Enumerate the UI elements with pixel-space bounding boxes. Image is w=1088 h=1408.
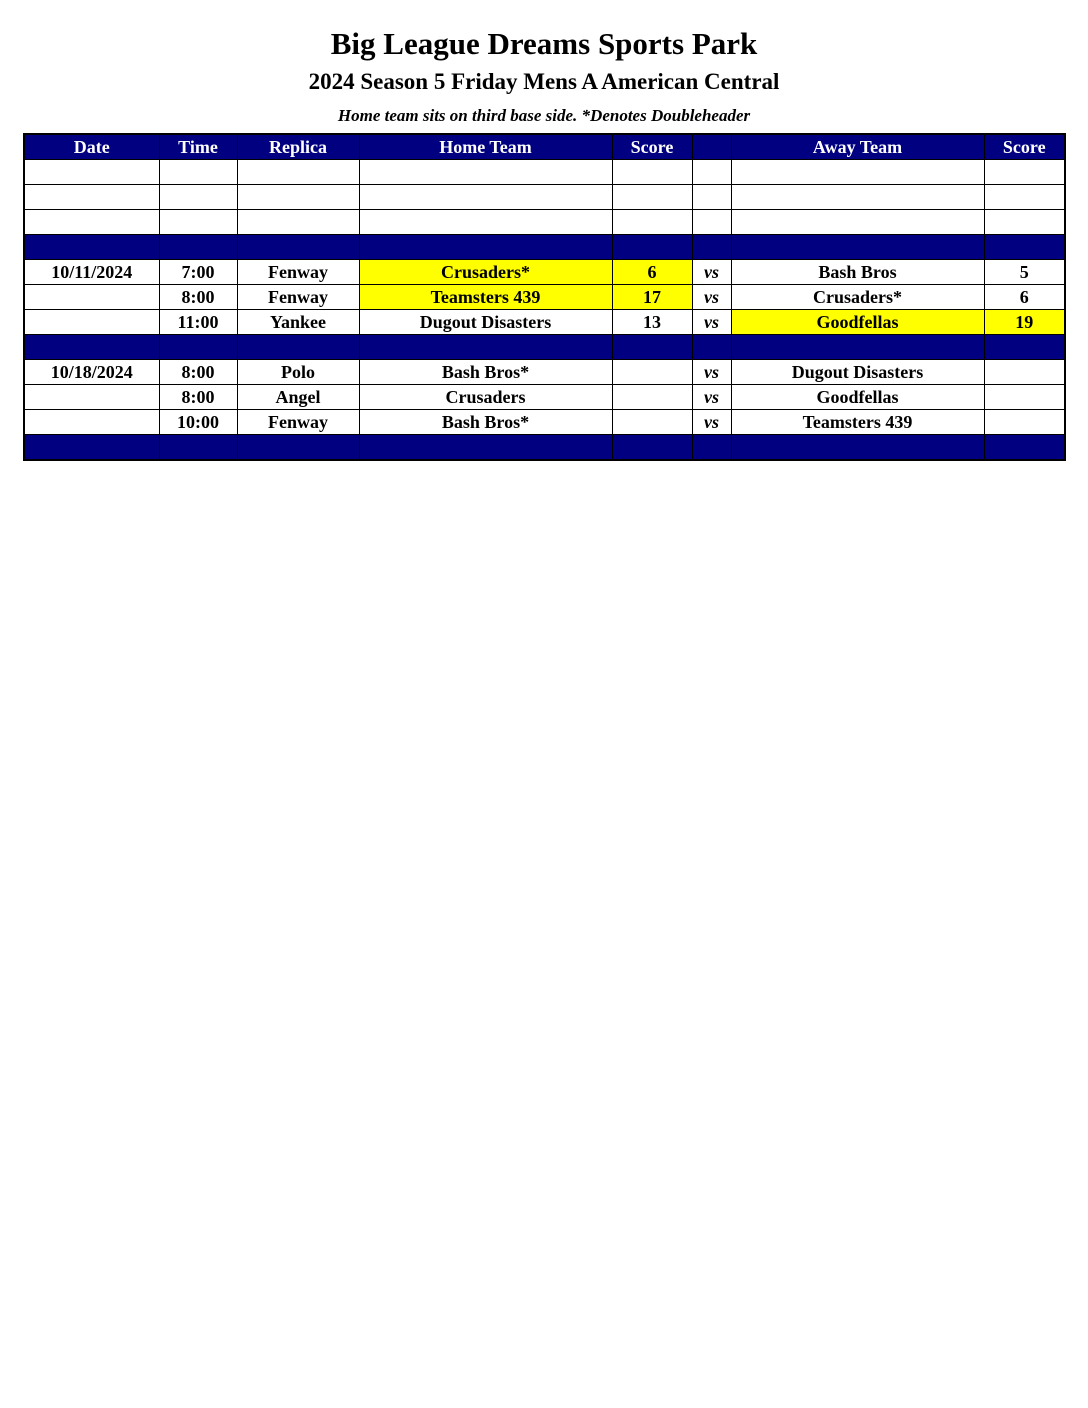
away-score-cell [984, 410, 1065, 435]
vs-label: vs [692, 410, 731, 435]
replica-cell: Yankee [237, 310, 359, 335]
divider-cell [731, 335, 984, 360]
replica-cell [237, 185, 359, 210]
date-cell [24, 210, 159, 235]
divider-cell [24, 435, 159, 461]
away-score-cell [984, 160, 1065, 185]
table-row [24, 210, 1065, 235]
away-team-cell [731, 185, 984, 210]
time-cell: 8:00 [159, 360, 237, 385]
schedule-table [23, 133, 1066, 461]
divider-cell [237, 335, 359, 360]
replica-cell: Fenway [237, 410, 359, 435]
divider-cell [612, 335, 692, 360]
replica-cell: Angel [237, 385, 359, 410]
divider-cell [159, 335, 237, 360]
table-row [24, 160, 1065, 185]
vs-label: vs [692, 260, 731, 285]
home-score-cell [612, 385, 692, 410]
replica-cell: Fenway [237, 285, 359, 310]
home-score-cell: 17 [612, 285, 692, 310]
away-score-cell [984, 385, 1065, 410]
page-title: Big League Dreams Sports Park [330, 26, 758, 61]
home-team-cell: Bash Bros* [359, 360, 612, 385]
divider-cell [359, 235, 612, 260]
vs-label: vs [692, 285, 731, 310]
table-row [24, 185, 1065, 210]
home-team-cell: Bash Bros* [359, 410, 612, 435]
table-row [24, 260, 1065, 285]
away-team-cell: Crusaders* [731, 285, 984, 310]
column-header-date: Date [24, 134, 159, 160]
divider-cell [612, 235, 692, 260]
away-team-cell: Goodfellas [731, 310, 984, 335]
column-header-home-score: Score [612, 134, 692, 160]
divider-cell [237, 235, 359, 260]
time-cell [159, 210, 237, 235]
time-cell [159, 185, 237, 210]
replica-cell: Polo [237, 360, 359, 385]
date-cell [24, 285, 159, 310]
away-score-cell [984, 185, 1065, 210]
divider-cell [24, 235, 159, 260]
column-header-vs [692, 134, 731, 160]
vs-label: vs [692, 385, 731, 410]
divider-cell [731, 435, 984, 461]
away-team-cell: Goodfellas [731, 385, 984, 410]
away-score-cell: 5 [984, 260, 1065, 285]
schedule-note: Home team sits on third base side. *Denotes Doubleheader [337, 106, 751, 125]
replica-cell [237, 210, 359, 235]
away-score-cell [984, 210, 1065, 235]
home-score-cell [612, 160, 692, 185]
table-row [24, 410, 1065, 435]
home-team-cell [359, 210, 612, 235]
date-cell [24, 160, 159, 185]
section-divider-row [24, 435, 1065, 461]
time-cell: 11:00 [159, 310, 237, 335]
home-score-cell [612, 185, 692, 210]
column-header-away-team: Away Team [731, 134, 984, 160]
date-cell [24, 185, 159, 210]
table-row [24, 360, 1065, 385]
home-team-cell: Dugout Disasters [359, 310, 612, 335]
time-cell: 8:00 [159, 385, 237, 410]
time-cell: 10:00 [159, 410, 237, 435]
table-row [24, 285, 1065, 310]
date-cell: 10/18/2024 [24, 360, 159, 385]
home-team-cell: Teamsters 439 [359, 285, 612, 310]
home-score-cell: 6 [612, 260, 692, 285]
date-cell [24, 310, 159, 335]
divider-cell [159, 435, 237, 461]
away-score-cell [984, 360, 1065, 385]
divider-cell [159, 235, 237, 260]
table-header-row [24, 134, 1065, 160]
divider-cell [692, 335, 731, 360]
home-team-cell [359, 185, 612, 210]
column-header-home-team: Home Team [359, 134, 612, 160]
section-divider-row [24, 335, 1065, 360]
time-cell [159, 160, 237, 185]
schedule-body [24, 160, 1065, 461]
home-score-cell [612, 360, 692, 385]
season-subtitle: 2024 Season 5 Friday Mens A American Central [308, 69, 780, 94]
table-row [24, 310, 1065, 335]
divider-cell [612, 435, 692, 461]
replica-cell: Fenway [237, 260, 359, 285]
divider-cell [24, 335, 159, 360]
divider-cell [359, 335, 612, 360]
column-header-replica: Replica [237, 134, 359, 160]
date-cell [24, 410, 159, 435]
home-score-cell: 13 [612, 310, 692, 335]
away-team-cell: Bash Bros [731, 260, 984, 285]
time-cell: 8:00 [159, 285, 237, 310]
divider-cell [984, 335, 1065, 360]
home-score-cell [612, 210, 692, 235]
away-score-cell: 19 [984, 310, 1065, 335]
home-team-cell: Crusaders [359, 385, 612, 410]
divider-cell [984, 235, 1065, 260]
divider-cell [984, 435, 1065, 461]
replica-cell [237, 160, 359, 185]
column-header-away-score: Score [984, 134, 1065, 160]
divider-cell [692, 435, 731, 461]
divider-cell [731, 235, 984, 260]
divider-cell [692, 235, 731, 260]
vs-label: vs [692, 360, 731, 385]
divider-cell [237, 435, 359, 461]
date-cell [24, 385, 159, 410]
vs-label [692, 185, 731, 210]
vs-label [692, 160, 731, 185]
home-team-cell: Crusaders* [359, 260, 612, 285]
home-score-cell [612, 410, 692, 435]
vs-label [692, 210, 731, 235]
away-team-cell: Teamsters 439 [731, 410, 984, 435]
table-row [24, 385, 1065, 410]
home-team-cell [359, 160, 612, 185]
away-team-cell [731, 160, 984, 185]
away-score-cell: 6 [984, 285, 1065, 310]
away-team-cell [731, 210, 984, 235]
vs-label: vs [692, 310, 731, 335]
date-cell: 10/11/2024 [24, 260, 159, 285]
divider-cell [359, 435, 612, 461]
time-cell: 7:00 [159, 260, 237, 285]
section-divider-row [24, 235, 1065, 260]
column-header-time: Time [159, 134, 237, 160]
away-team-cell: Dugout Disasters [731, 360, 984, 385]
